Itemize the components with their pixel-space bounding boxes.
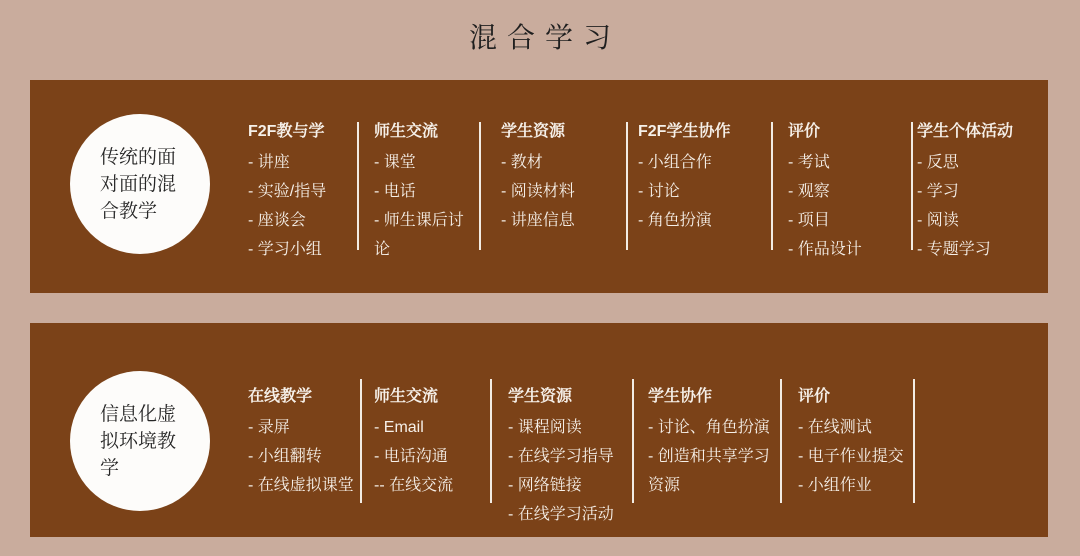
column-item: - 学习 — [917, 183, 959, 200]
column-0 — [248, 122, 357, 264]
column-5 — [913, 122, 1041, 264]
online-circle — [70, 371, 210, 511]
column-item: - 电话沟通 — [374, 448, 448, 465]
column-item: - 在线测试 — [798, 419, 872, 436]
column-item: - 阅读 — [917, 212, 959, 229]
column-item: - 项目 — [788, 212, 830, 229]
column-item: - 讨论 — [638, 183, 680, 200]
column-item: - 专题学习 — [917, 241, 991, 258]
column-1 — [359, 122, 479, 264]
column-divider — [913, 379, 915, 503]
column-item: - 网络链接 — [508, 477, 582, 494]
column-item: - 小组作业 — [798, 477, 872, 494]
online-circle-label: 信息化虚拟环境教学 — [100, 403, 177, 479]
column-header: 在线教学 — [248, 388, 313, 405]
panel-traditional — [30, 80, 1048, 293]
column-1 — [362, 387, 490, 500]
online-columns — [248, 387, 915, 529]
column-item: - 作品设计 — [788, 241, 862, 258]
column-header: 师生交流 — [374, 123, 439, 140]
column-item: -- 在线交流 — [374, 477, 454, 494]
column-2 — [492, 387, 632, 529]
column-header: 师生交流 — [374, 388, 439, 405]
column-0 — [248, 387, 360, 500]
column-header: F2F学生协作 — [638, 123, 731, 140]
column-item: - 座谈会 — [248, 212, 306, 229]
column-item: - 创造和共享学习资源 — [648, 448, 770, 494]
column-header: 评价 — [788, 123, 821, 140]
column-item: - 课程阅读 — [508, 419, 582, 436]
column-item: - Email — [374, 419, 424, 436]
column-item: - 讲座信息 — [501, 212, 575, 229]
column-item: - 电话 — [374, 183, 416, 200]
column-item: - 小组合作 — [638, 154, 712, 171]
column-item: - 考试 — [788, 154, 830, 171]
column-item: - 在线学习活动 — [508, 506, 614, 523]
column-item: - 电子作业提交 — [798, 448, 904, 465]
panel-online — [30, 323, 1048, 537]
column-item: - 讲座 — [248, 154, 290, 171]
column-item: - 教材 — [501, 154, 543, 171]
column-item: - 在线虚拟课堂 — [248, 477, 354, 494]
column-header: F2F教与学 — [248, 123, 325, 140]
column-2 — [481, 122, 626, 235]
column-item: - 观察 — [788, 183, 830, 200]
column-header: 学生个体活动 — [917, 123, 1014, 140]
column-3 — [634, 387, 780, 500]
page-title: 混合学习 — [468, 22, 621, 53]
traditional-circle-label: 传统的面对面的混合教学 — [100, 146, 177, 222]
traditional-circle — [70, 114, 210, 254]
column-header: 学生协作 — [648, 388, 713, 405]
column-item: - 实验/指导 — [248, 183, 327, 200]
column-item: - 录屏 — [248, 419, 290, 436]
column-item: - 在线学习指导 — [508, 448, 614, 465]
column-item: - 角色扮演 — [638, 212, 712, 229]
traditional-columns — [248, 122, 1041, 264]
column-4 — [782, 387, 913, 500]
column-4 — [773, 122, 911, 264]
column-item: - 课堂 — [374, 154, 416, 171]
column-header: 评价 — [798, 388, 831, 405]
column-item: - 学习小组 — [248, 241, 322, 258]
column-item: - 小组翻转 — [248, 448, 322, 465]
column-item: - 讨论、角色扮演 — [648, 419, 770, 436]
column-item: - 师生课后讨论 — [374, 212, 464, 258]
column-3 — [628, 122, 771, 235]
column-item: - 阅读材料 — [501, 183, 575, 200]
column-item: - 反思 — [917, 154, 959, 171]
column-header: 学生资源 — [501, 123, 566, 140]
column-header: 学生资源 — [508, 388, 573, 405]
